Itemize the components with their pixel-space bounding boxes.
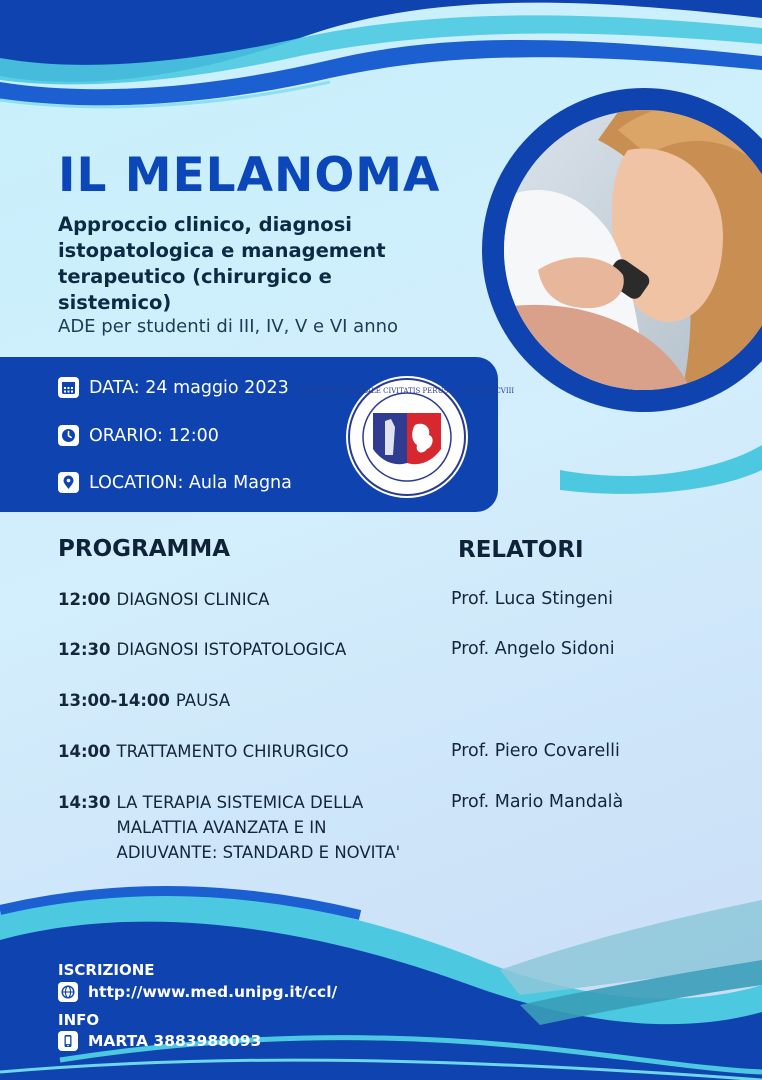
registration-link[interactable]: http://www.med.unipg.it/ccl/ bbox=[88, 983, 338, 1001]
time-row bbox=[58, 425, 219, 446]
time-text: ORARIO: 12:00 bbox=[89, 425, 219, 446]
program-item bbox=[58, 587, 269, 612]
program-item-title: PAUSA bbox=[175, 691, 231, 710]
program-item-title: LA TERAPIA SISTEMICA DELLA MALATTIA AVANZATA E IN ADIUVANTE: STANDARD E NOVITA' bbox=[116, 793, 401, 862]
audience-text: ADE per studenti di III, IV, V e VI anno bbox=[58, 316, 399, 337]
dermatologist-photo bbox=[498, 60, 762, 480]
date-row bbox=[58, 377, 289, 398]
speaker-name: Prof. Mario Mandalà bbox=[451, 792, 624, 812]
program-item-time: 12:30 bbox=[58, 640, 111, 659]
program-item bbox=[58, 637, 346, 662]
contact-row bbox=[58, 1031, 261, 1051]
seal-text: STUDIUM GENERALE CIVITATIS PERUSII · A.D. MCCCVIII bbox=[299, 387, 515, 395]
event-title: IL MELANOMA bbox=[58, 148, 441, 203]
program-item bbox=[58, 790, 417, 865]
info-label: INFO bbox=[58, 1011, 100, 1029]
program-item-title: TRATTAMENTO CHIRURGICO bbox=[116, 742, 349, 761]
speaker-name: Prof. Angelo Sidoni bbox=[451, 639, 615, 659]
event-subtitle: Approccio clinico, diagnosi istopatologica e management terapeutico (chirurgico e sistemico) bbox=[58, 213, 386, 314]
program-item-title: DIAGNOSI ISTOPATOLOGICA bbox=[116, 640, 347, 659]
speakers-heading: RELATORI bbox=[458, 537, 584, 563]
program-item-title: DIAGNOSI CLINICA bbox=[116, 590, 270, 609]
university-seal-icon bbox=[299, 375, 515, 499]
clock-icon bbox=[58, 425, 79, 446]
calendar-icon bbox=[58, 377, 79, 398]
location-text: LOCATION: Aula Magna bbox=[89, 472, 292, 493]
date-text: DATA: 24 maggio 2023 bbox=[89, 377, 289, 398]
speaker-name: Prof. Piero Covarelli bbox=[451, 741, 620, 761]
contact-text: MARTA 3883988093 bbox=[88, 1032, 262, 1050]
speaker-name: Prof. Luca Stingeni bbox=[451, 589, 613, 609]
program-heading: PROGRAMMA bbox=[58, 536, 231, 562]
program-item bbox=[58, 688, 230, 713]
phone-icon bbox=[58, 1031, 78, 1051]
location-pin-icon bbox=[58, 472, 79, 493]
registration-label: ISCRIZIONE bbox=[58, 961, 155, 979]
globe-icon bbox=[58, 982, 78, 1002]
program-item-time: 14:00 bbox=[58, 742, 111, 761]
program-item-time: 13:00-14:00 bbox=[58, 691, 170, 710]
registration-row bbox=[58, 982, 337, 1002]
program-item-time: 12:00 bbox=[58, 590, 111, 609]
program-item bbox=[58, 739, 349, 764]
location-row bbox=[58, 472, 292, 493]
program-item-time: 14:30 bbox=[58, 793, 111, 812]
